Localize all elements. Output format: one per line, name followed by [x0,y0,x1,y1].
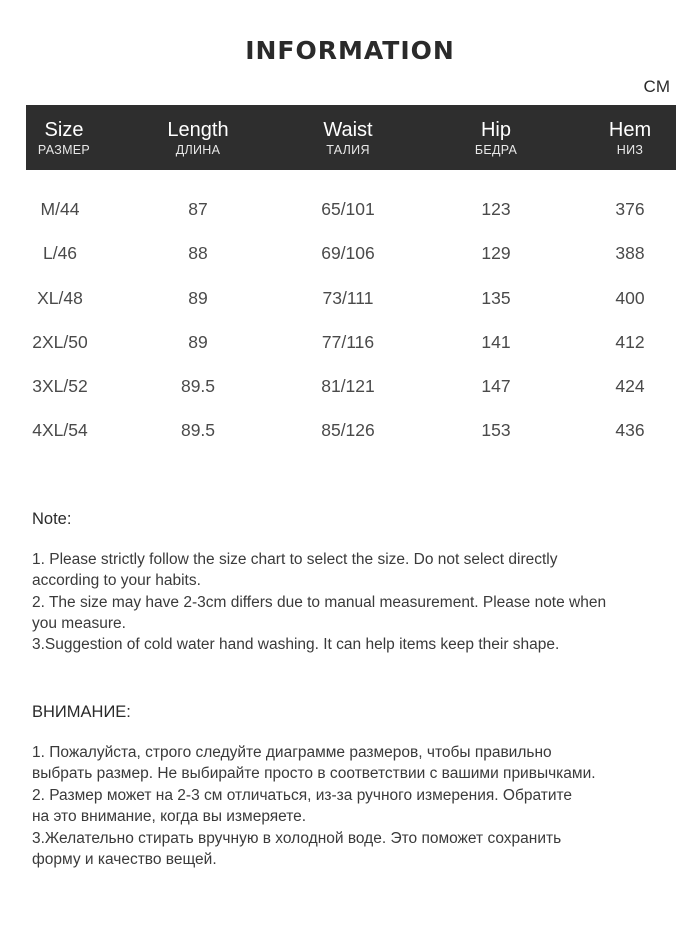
cell-hip: 123 [481,199,511,219]
cell-hem: 400 [615,288,645,308]
cell-length: 89 [188,288,208,308]
table-row [26,327,676,357]
cell-length: 89 [188,332,208,352]
table-row [26,283,676,313]
header-length-en: Length [167,119,229,141]
table-row [26,238,676,268]
header-length [148,105,248,170]
cell-size: 4XL/54 [32,420,88,440]
cell-hip: 135 [481,288,511,308]
cell-size: L/46 [42,243,78,263]
cell-hem: 388 [615,243,645,263]
table-row [26,371,676,401]
cell-size: XL/48 [37,288,83,308]
note-line-ru: 2. Размер может на 2-3 см отличаться, из-за ручного измерения. Обратите [32,787,573,804]
note-line-en: 2. The size may have 2-3cm differs due to manual measurement. Please note when [32,594,607,611]
unit-label: CM [643,77,670,96]
size-table-header [26,105,676,170]
header-length-ru: ДЛИНА [175,143,221,157]
header-size [26,105,102,170]
cell-hem: 436 [615,420,645,440]
table-row [26,415,676,445]
header-waist-ru: ТАЛИЯ [326,143,370,157]
header-hem-ru: НИЗ [616,143,644,157]
cell-waist: 77/116 [321,332,375,352]
cell-hip: 129 [481,243,511,263]
note-line-ru: форму и качество вещей. [32,851,217,868]
page-title: INFORMATION [245,36,455,65]
cell-waist: 65/101 [321,199,375,219]
cell-hem: 412 [615,332,645,352]
cell-hip: 147 [481,376,511,396]
cell-length: 87 [188,199,208,219]
note-line-en: 1. Please strictly follow the size chart to select the size. Do not select directly [32,551,558,568]
note-line-en: you measure. [32,615,126,632]
header-hip-en: Hip [480,119,511,141]
note-line-ru: 1. Пожалуйста, строго следуйте диаграмме размеров, чтобы правильно [32,744,552,761]
note-line-ru: 3.Желательно стирать вручную в холодной воде. Это поможет сохранить [32,830,562,847]
cell-hem: 376 [615,199,645,219]
cell-size: M/44 [40,199,80,219]
header-hem [580,105,680,170]
header-waist [298,105,398,170]
header-hip [446,105,546,170]
cell-waist: 81/121 [321,376,375,396]
cell-length: 89.5 [180,420,216,440]
cell-hip: 141 [481,332,511,352]
header-hem-en: Hem [608,119,652,141]
note-line-en: 3.Suggestion of cold water hand washing. It can help items keep their shape. [32,636,560,653]
note-line-ru: на это внимание, когда вы измеряете. [32,808,307,825]
header-size-en: Size [44,119,84,141]
header-hip-ru: БЕДРА [474,143,518,157]
cell-waist: 69/106 [321,243,375,263]
cell-hip: 153 [481,420,511,440]
cell-size: 2XL/50 [32,332,88,352]
cell-hem: 424 [615,376,645,396]
cell-length: 89.5 [180,376,216,396]
cell-waist: 85/126 [321,420,375,440]
header-waist-en: Waist [323,119,373,141]
header-size-ru: РАЗМЕР [37,143,91,157]
cell-waist: 73/111 [322,288,374,308]
cell-length: 88 [188,243,208,263]
cell-size: 3XL/52 [32,376,88,396]
note-heading-ru: ВНИМАНИЕ: [32,703,131,721]
table-row [26,194,676,224]
note-line-ru: выбрать размер. Не выбирайте просто в соответствии с вашими привычками. [32,765,596,782]
note-heading-en: Note: [32,510,72,528]
note-line-en: according to your habits. [32,572,201,589]
